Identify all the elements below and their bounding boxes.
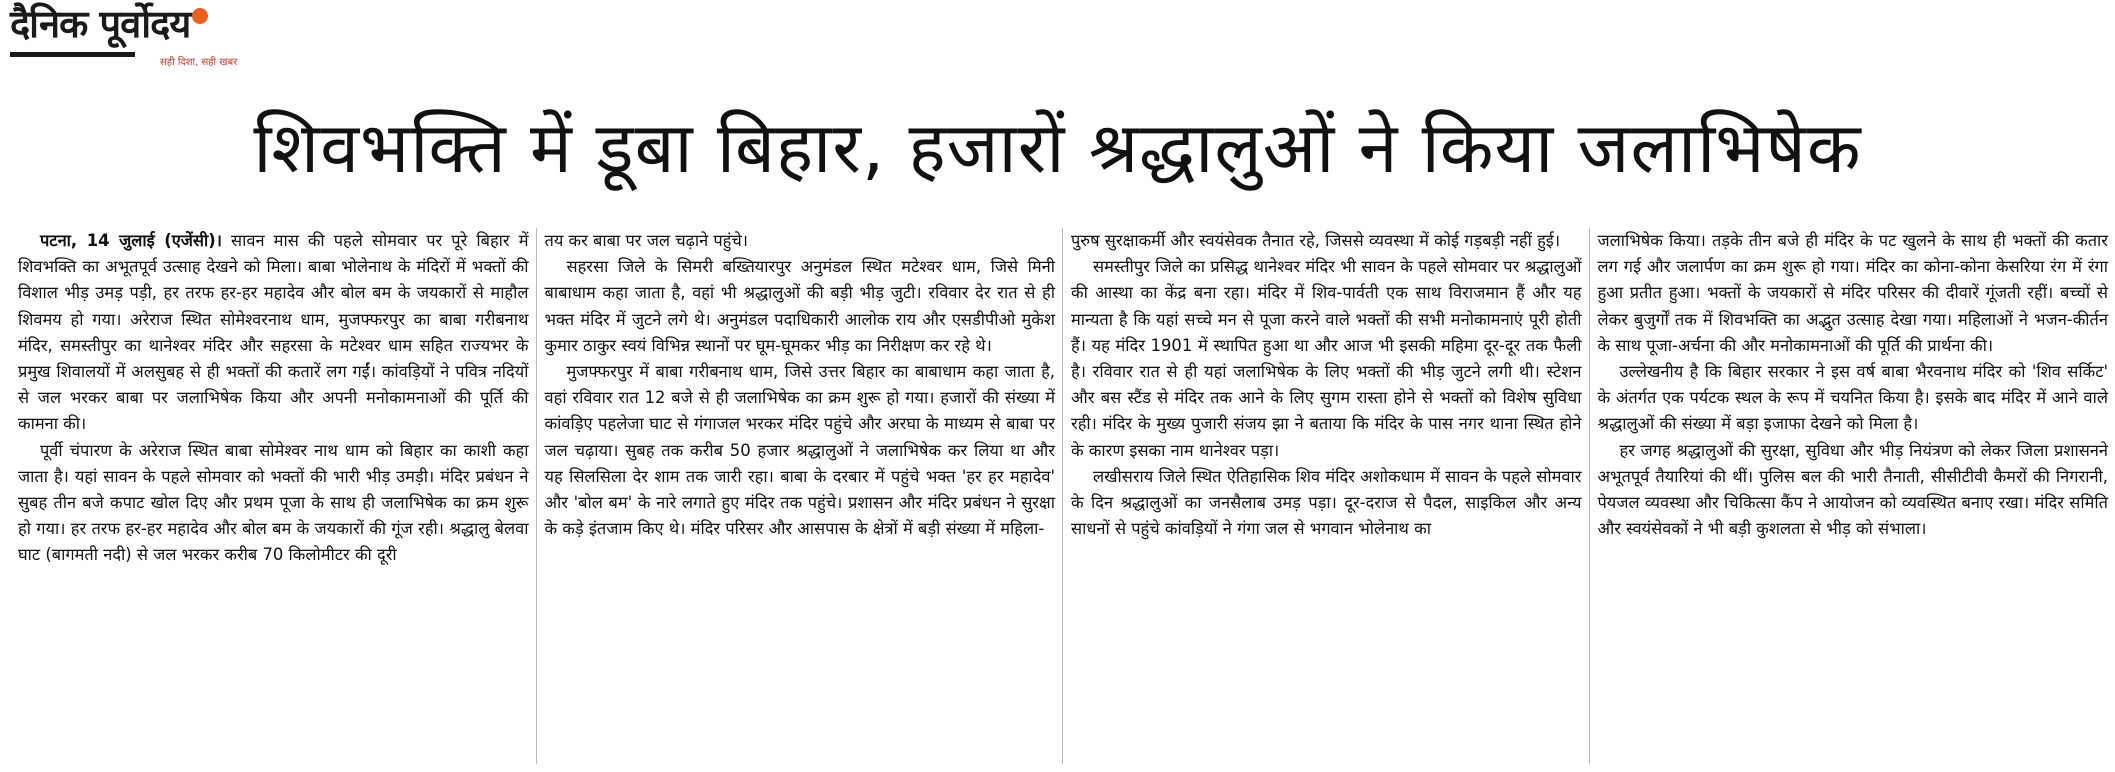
paragraph-text: पूर्वी चंपारण के अरेराज स्थित बाबा सोमेश्वर नाथ धाम को बिहार का काशी कहा जाता है। यहां सावन के पहले सोमवार को भक्तों की भारी भीड़ उमड़ी। मंदिर प्रबंधन ने सुबह तीन बजे कपाट खोल दिए और प्रथम पूजा के साथ ही जलाभिषेक का क्रम शुरू हो गया। हर तरफ हर-हर महादेव और बोल बम के जयकारों की गूंज रही। श्रद्धालु बेलवा घाट (बागमती नदी) से जल भरकर करीब 70 किलोमीटर की दूरी: [18, 440, 529, 565]
paragraph-text: हर जगह श्रद्धालुओं की सुरक्षा, सुविधा और भीड़ नियंत्रण को लेकर जिला प्रशासनने अभूतपूर्व तैयारियां की थीं। पुलिस बल की भारी तैनाती, सीसीटीवी कैमरों की निगरानी, पेयजल व्यवस्था और चिकित्सा कैंप ने आयोजन को व्यवस्थित बनाए रखा। मंदिर समिति और स्वयंसेवकों ने भी बड़ी कुशलता से भीड़ को संभाला।: [1597, 440, 2108, 539]
article-paragraph: [545, 359, 1056, 542]
paragraph-text: सहरसा जिले के सिमरी बख्तियारपुर अनुमंडल स्थित मटेश्वर धाम, जिसे मिनी बाबाधाम कहा जाता है, वहां भी श्रद्धालुओं की बड़ी भीड़ जुटी। रविवार देर रात से ही भक्त मंदिर में जुटने लगे थे। अनुमंडल पदाधिकारी आलोक राय और एसडीपीओ मुकेश कुमार ठाकुर स्वयं विभिन्न स्थानों पर घूम-घूमकर भीड़ का निरीक्षण कर रहे थे।: [544, 257, 1055, 355]
article-paragraph: [18, 228, 529, 438]
paragraph-text: लखीसराय जिले स्थित ऐतिहासिक शिव मंदिर अशोकधाम में सावन के पहले सोमवार के दिन श्रद्धालुओं का जनसैलाब उमड़ पड़ा। दूर-दराज से पैदल, साइकिल और अन्य साधनों से पहुंचे कांवड़ियों ने गंगा जल से भगवान भोलेनाथ का: [1071, 466, 1582, 539]
masthead-tagline: सही दिशा, सही खबर: [160, 57, 238, 68]
article-column-4: [1598, 228, 2109, 768]
headline: शिवभक्ति में डूबा बिहार, हजारों श्रद्धालुओं ने किया जलाभिषेक: [253, 107, 1862, 189]
article-column-1: [18, 228, 529, 768]
article-paragraph: [545, 254, 1056, 359]
dateline: पटना, 14 जुलाई (एजेंसी)।: [40, 231, 222, 250]
paragraph-text: सावन मास की पहले सोमवार पर पूरे बिहार में शिवभक्ति का अभूतपूर्व उत्साह देखने को मिला। बाबा भोलेनाथ के मंदिरों में भक्तों की विशाल भीड़ उमड़ पड़ी, हर तरफ हर-हर महादेव और बोल बम के जयकारों से माहौल शिवमय हो गया। अरेराज स्थित सोमेश्वरनाथ धाम, मुजफ्फरपुर का बाबा गरीबनाथ मंदिर, समस्तीपुर का थानेश्वर मंदिर और सहरसा के मटेश्वर धाम सहित राज्यभर के प्रमुख शिवालयों में अलसुबह से ही भक्तों की कतारें लग गईं। कांवड़ियों ने पवित्र नदियों से जल भरकर बाबा पर जलाभिषेक किया और अपनी मनोकामनाओं की पूर्ति की कामना की।: [18, 231, 529, 434]
paragraph-text: तय कर बाबा पर जल चढ़ाने पहुंचे।: [544, 231, 749, 250]
paragraph-text: जलाभिषेक किया। तड़के तीन बजे ही मंदिर के पट खुलने के साथ ही भक्तों की कतार लग गई और जलार्पण का क्रम शुरू हो गया। मंदिर का कोना-कोना केसरिया रंग में रंगा हुआ प्रतीत हुआ। भक्तों के जयकारों से मंदिर परिसर की दीवारें गूंजती रहीं। बच्चों से लेकर बुजुर्गों तक में शिवभक्ति का अद्भुत उत्साह देखा गया। महिलाओं ने भजन-कीर्तन के साथ पूजा-अर्चना की और मनोकामनाओं की पूर्ति की प्रार्थना की।: [1597, 231, 2108, 355]
article-paragraph: [1598, 359, 2109, 438]
masthead-rule: [10, 52, 135, 57]
paragraph-text: समस्तीपुर जिले का प्रसिद्ध थानेश्वर मंदिर भी सावन के पहले सोमवार पर श्रद्धालुओं की आस्था का केंद्र बना रहा। मंदिर में शिव-पार्वती एक साथ विराजमान हैं और यह मान्यता है कि यहां सच्चे मन से पूजा करने वाले भक्तों की सभी मनोकामनाएं पूरी होती हैं। यह मंदिर 1901 में स्थापित हुआ था और आज भी इसकी महिमा दूर-दूर तक फैली है। रविवार रात से ही यहां जलाभिषेक के लिए भक्तों की भीड़ जुटने लगी थी। स्टेशन और बस स्टैंड से मंदिर तक आने के लिए सुगम रास्ता होने से भक्तों को विशेष सुविधा रही। मंदिर के मुख्य पुजारी संजय झा ने बताया कि मंदिर के पास नगर थाना स्थित होने के कारण इसका नाम थानेश्वर पड़ा।: [1071, 257, 1582, 460]
paragraph-text: उल्लेखनीय है कि बिहार सरकार ने इस वर्ष बाबा भैरवनाथ मंदिर को 'शिव सर्किट' के अंतर्गत एक पर्यटक स्थल के रूप में चयनित किया है। इसके बाद मंदिर में आने वाले श्रद्धालुओं की संख्या में बड़ा इजाफा देखने को मिला है।: [1597, 362, 2108, 434]
paragraph-text: मुजफ्फरपुर में बाबा गरीबनाथ धाम, जिसे उत्तर बिहार का बाबाधाम कहा जाता है, वहां रविवार रात 12 बजे से ही जलाभिषेक का क्रम शुरू हो गया। हजारों की संख्या में कांवड़िए पहलेजा घाट से गंगाजल भरकर मंदिर पहुंचे और अरघा के माध्यम से बाबा पर जल चढ़ाया। सुबह तक करीब 50 हजार श्रद्धालुओं ने जलाभिषेक कर लिया था और यह सिलसिला देर शाम तक जारी रहा। बाबा के दरबार में पहुंचे भक्त 'हर हर महादेव' और 'बोल बम' के नारे लगाते हुए मंदिर तक पहुंचे। प्रशासन और मंदिर प्रबंधन ने सुरक्षा के कड़े इंतजाम किए थे। मंदिर परिसर और आसपास के क्षेत्रों में बड़ी संख्या में महिला-: [544, 362, 1055, 539]
masthead-logo: [10, 4, 340, 44]
article-column-2: [545, 228, 1056, 768]
article-body: [18, 228, 2108, 768]
article-paragraph: [18, 438, 529, 569]
article-paragraph: [1071, 254, 1582, 464]
article-paragraph: [1598, 438, 2109, 543]
masthead-name: दैनिक पूर्वोदय: [10, 2, 191, 46]
paragraph-text: पुरुष सुरक्षाकर्मी और स्वयंसेवक तैनात रहे, जिससे व्यवस्था में कोई गड़बड़ी नहीं हुई।: [1071, 231, 1561, 250]
article-paragraph: [1071, 228, 1582, 254]
article-paragraph: [545, 228, 1056, 254]
article-column-3: [1071, 228, 1582, 768]
masthead: [10, 4, 340, 76]
sun-icon: [192, 8, 208, 24]
article-paragraph: [1598, 228, 2109, 359]
article-paragraph: [1071, 464, 1582, 543]
